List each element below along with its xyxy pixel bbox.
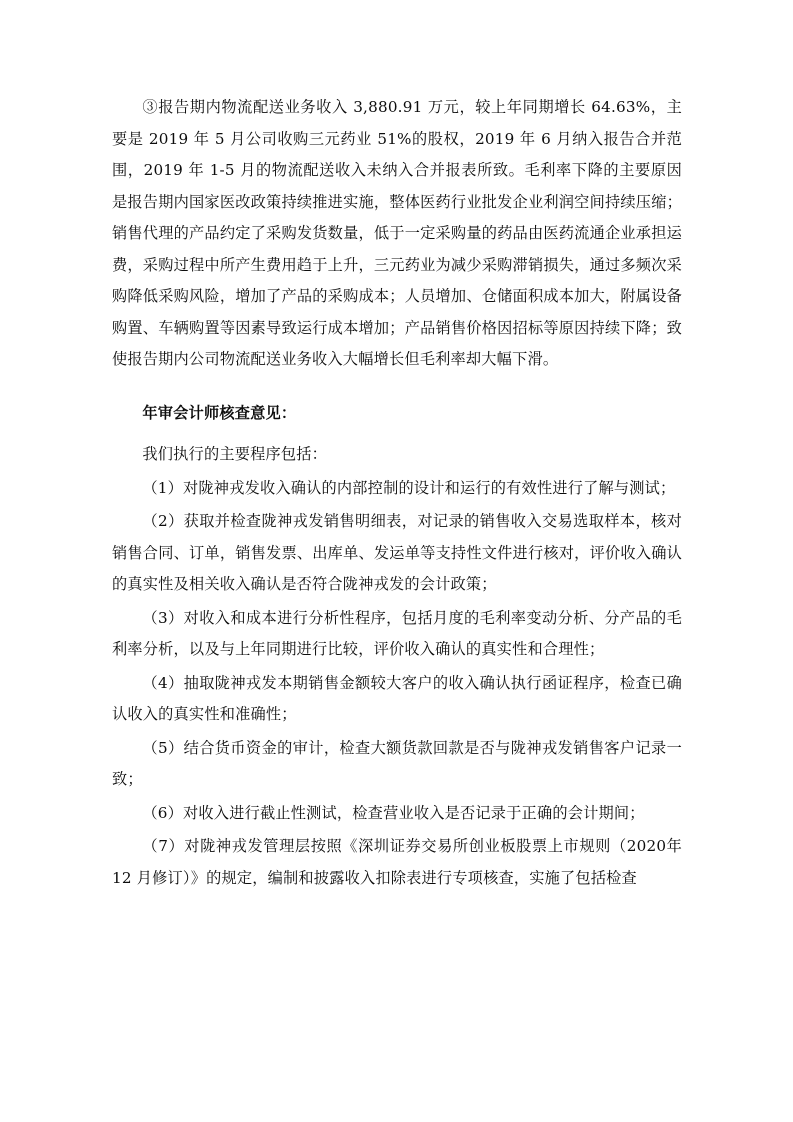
procedure-item-2: （2）获取并检查陇神戎发销售明细表，对记录的销售收入交易选取样本，核对销售合同、订单，销售发票、出库单、发运单等支持性文件进行核对，评价收入确认的真实性及相关收入确认是否符合陇神戎发的会计政策； [112,512,682,593]
procedure-item-3: （3）对收入和成本进行分析性程序，包括月度的毛利率变动分析、分产品的毛利率分析，以及与上年同期进行比较，评价收入确认的真实性和合理性； [112,608,682,658]
document-body [112,92,682,894]
paragraph-intro-procedures: 我们执行的主要程序包括： [142,445,328,463]
procedure-item-7: （7）对陇神戎发管理层按照《深圳证券交易所创业板股票上市规则（2020年 12 月修订）》的规定，编制和披露收入扣除表进行专项核查，实施了包括检查 [112,837,682,887]
paragraph-logistics-revenue: ③报告期内物流配送业务收入 3,880.91 万元，较上年同期增长 64.63%，主要是 2019 年 5 月公司收购三元药业 51%的股权，2019 年 6 月纳入报告合并范围，2019 年 1-5 月的物流配送收入未纳入合并报表所致。毛利率下降的主要原因是报告期内国家医改政策持续推进实施，整体医药行业批发企业利润空间持续压缩；销售代理的产品约定了采购发货数量，低于一定采购量的药品由医药流通企业承担运费，采购过程中所产生费用趋于上升，三元药业为减少采购滞销损失，通过多频次采购降低采购风险，增加了产品的采购成本；人员增加、仓储面积成本加大，附属设备购置、车辆购置等因素导致运行成本增加；产品销售价格因招标等原因持续下降；致使报告期内公司物流配送业务收入大幅增长但毛利率却大幅下滑。 [112,98,682,368]
procedure-item-1: （1）对陇神戎发收入确认的内部控制的设计和运行的有效性进行了解与测试； [142,478,676,497]
procedure-item-5: （5）结合货币资金的审计，检查大额货款回款是否与陇神戎发销售客户记录一致； [112,738,682,788]
paragraph-spacer [112,378,682,384]
procedure-item-4: （4）抽取陇神戎发本期销售金额较大客户的收入确认执行函证程序，检查已确认收入的真实性和准确性； [112,673,682,723]
procedure-item-6: （6）对收入进行截止性测试，检查营业收入是否记录于正确的会计期间； [142,803,645,822]
section-heading-auditor-opinion: 年审会计师核查意见： [142,403,297,422]
